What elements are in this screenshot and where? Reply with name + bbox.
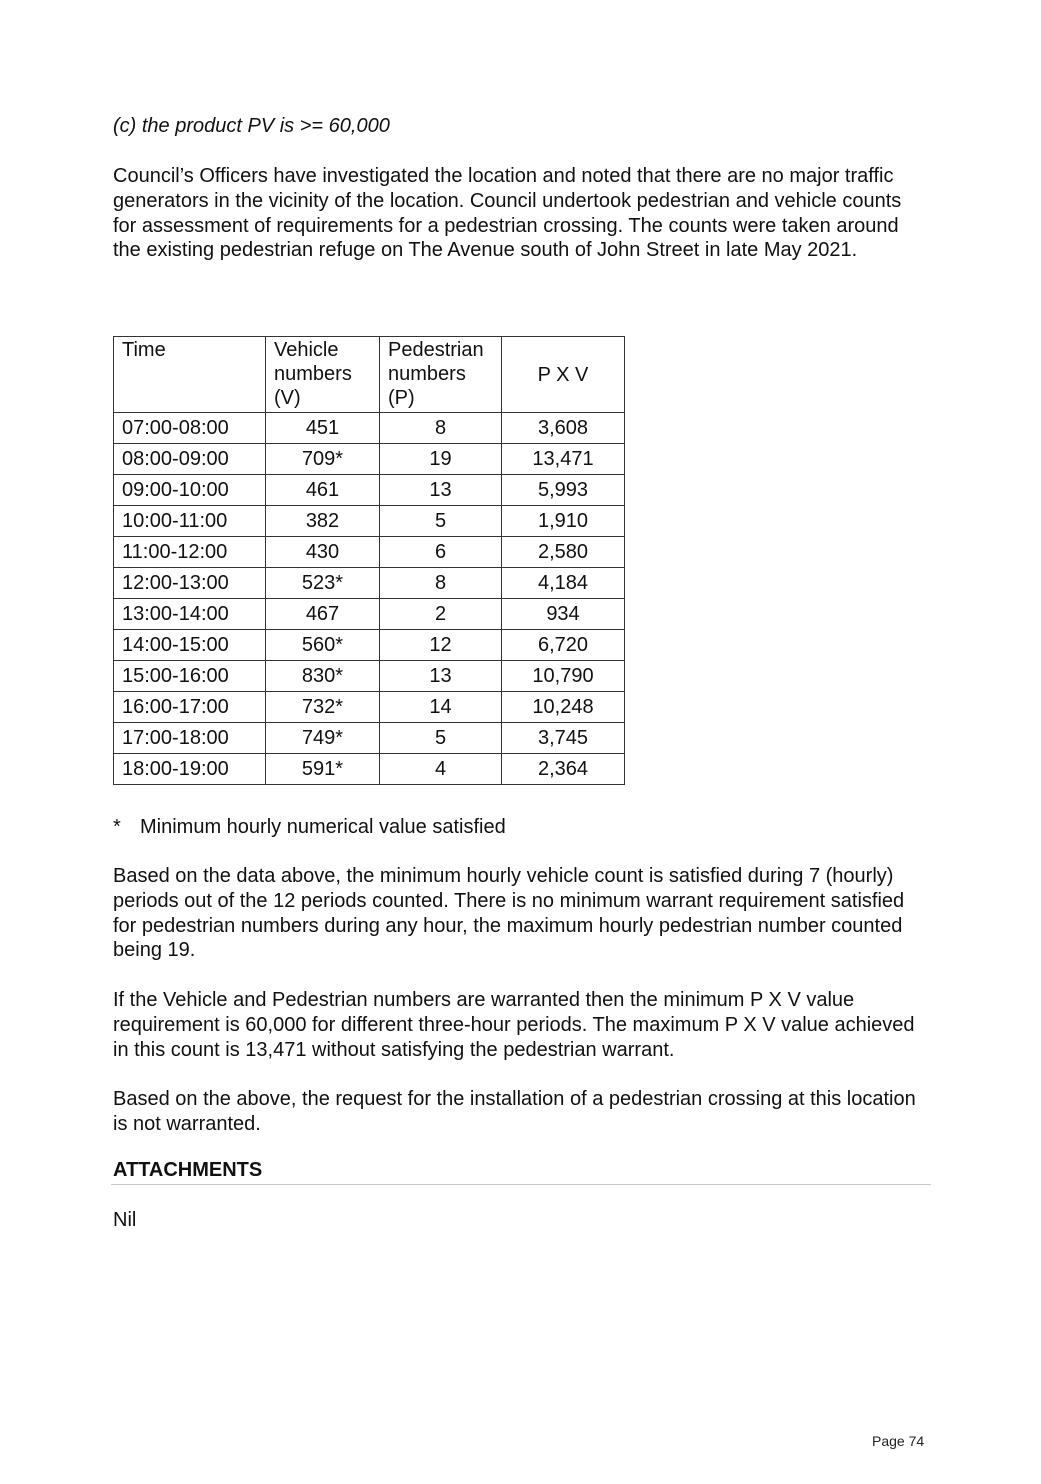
time-cell: 18:00-19:00 — [114, 754, 266, 785]
table-footnote — [113, 815, 506, 839]
table-row — [114, 630, 625, 661]
time-cell: 13:00-14:00 — [114, 599, 266, 630]
vehicle-cell: 709* — [266, 444, 380, 475]
footnote-marker: * — [113, 816, 121, 838]
vehicle-cell: 382 — [266, 506, 380, 537]
pxv-cell: 2,580 — [502, 537, 625, 568]
vehicle-warrant-paragraph: Based on the data above, the minimum hourly vehicle count is satisfied during 7 (hourly) periods out of the 12 periods counted. There is no minimum warrant requirement satisfied for pedestrian numbers during any hour, the maximum hourly pedestrian number counted being 19. — [113, 865, 905, 962]
table-row — [114, 754, 625, 785]
pedestrian-cell: 13 — [380, 661, 502, 692]
table-row — [114, 568, 625, 599]
pedestrian-cell: 14 — [380, 692, 502, 723]
pedestrian-cell: 8 — [380, 413, 502, 444]
investigation-paragraph: Council’s Officers have investigated the location and noted that there are no major traffic generators in the vicinity of the location. Council undertook pedestrian and vehicle counts for assessment of requirements for a pedestrian crossing. The counts were taken around the existing pedestrian refuge on The Avenue south of John Street in late May 2021. — [113, 165, 902, 262]
time-cell: 10:00-11:00 — [114, 506, 266, 537]
pxv-cell: 3,608 — [502, 413, 625, 444]
pxv-cell: 5,993 — [502, 475, 625, 506]
header-time: Time — [114, 337, 266, 413]
time-cell: 17:00-18:00 — [114, 723, 266, 754]
pedestrian-cell: 19 — [380, 444, 502, 475]
time-cell: 09:00-10:00 — [114, 475, 266, 506]
header-pxv: P X V — [502, 337, 625, 413]
vehicle-cell: 560* — [266, 630, 380, 661]
attachments-divider — [111, 1184, 931, 1185]
header-vehicle-numbers: Vehicle numbers (V) — [266, 337, 380, 413]
time-cell: 12:00-13:00 — [114, 568, 266, 599]
table-row — [114, 661, 625, 692]
vehicle-cell: 523* — [266, 568, 380, 599]
pxv-cell: 1,910 — [502, 506, 625, 537]
table-row — [114, 506, 625, 537]
vehicle-cell: 732* — [266, 692, 380, 723]
attachments-heading: ATTACHMENTS — [113, 1159, 263, 1181]
conclusion-paragraph: Based on the above, the request for the installation of a pedestrian crossing at this location is not warranted. — [113, 1088, 916, 1135]
pedestrian-cell: 6 — [380, 537, 502, 568]
pxv-cell: 10,790 — [502, 661, 625, 692]
pxv-cell: 2,364 — [502, 754, 625, 785]
pedestrian-cell: 4 — [380, 754, 502, 785]
table-header-row — [114, 337, 625, 413]
table-row — [114, 537, 625, 568]
time-cell: 11:00-12:00 — [114, 537, 266, 568]
pxv-cell: 3,745 — [502, 723, 625, 754]
vehicle-cell: 451 — [266, 413, 380, 444]
vehicle-cell: 591* — [266, 754, 380, 785]
vehicle-cell: 830* — [266, 661, 380, 692]
vehicle-cell: 430 — [266, 537, 380, 568]
traffic-count-table — [113, 336, 625, 785]
pedestrian-cell: 2 — [380, 599, 502, 630]
header-pedestrian-numbers: Pedestrian numbers (P) — [380, 337, 502, 413]
pxv-cell: 6,720 — [502, 630, 625, 661]
time-cell: 14:00-15:00 — [114, 630, 266, 661]
pxv-cell: 934 — [502, 599, 625, 630]
table-row — [114, 723, 625, 754]
table-row — [114, 692, 625, 723]
vehicle-cell: 461 — [266, 475, 380, 506]
footnote-text: Minimum hourly numerical value satisfied — [140, 816, 506, 838]
time-cell: 07:00-08:00 — [114, 413, 266, 444]
table-row — [114, 599, 625, 630]
vehicle-cell: 749* — [266, 723, 380, 754]
pedestrian-cell: 13 — [380, 475, 502, 506]
time-cell: 08:00-09:00 — [114, 444, 266, 475]
pxv-warrant-paragraph: If the Vehicle and Pedestrian numbers are warranted then the minimum P X V value requirement is 60,000 for different three-hour periods. The maximum P X V value achieved in this count is 13,471 without satisfying the pedestrian warrant. — [113, 989, 915, 1061]
page-number: Page 74 — [872, 1433, 925, 1449]
table-row — [114, 475, 625, 506]
attachments-value: Nil — [113, 1209, 137, 1231]
pedestrian-cell: 5 — [380, 723, 502, 754]
time-cell: 15:00-16:00 — [114, 661, 266, 692]
warrant-condition-text: (c) the product PV is >= 60,000 — [113, 115, 390, 137]
pxv-cell: 13,471 — [502, 444, 625, 475]
time-cell: 16:00-17:00 — [114, 692, 266, 723]
pedestrian-cell: 5 — [380, 506, 502, 537]
pxv-cell: 4,184 — [502, 568, 625, 599]
table-row — [114, 413, 625, 444]
vehicle-cell: 467 — [266, 599, 380, 630]
pedestrian-cell: 12 — [380, 630, 502, 661]
pxv-cell: 10,248 — [502, 692, 625, 723]
pedestrian-cell: 8 — [380, 568, 502, 599]
table-row — [114, 444, 625, 475]
